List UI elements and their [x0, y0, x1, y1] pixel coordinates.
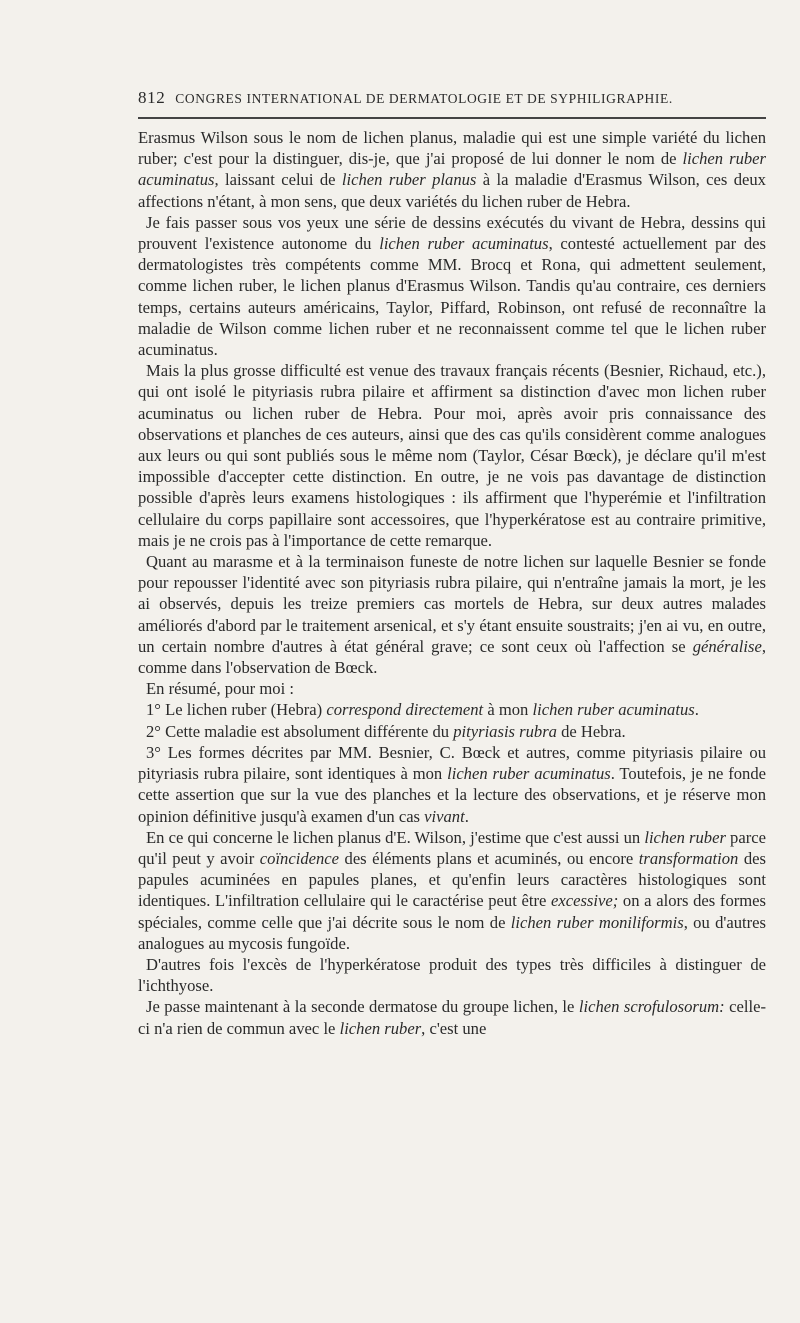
- italic-text: lichen ruber moniliformis: [510, 912, 684, 932]
- italic-text: lichen ruber acuminatus: [532, 700, 695, 720]
- running-title: CONGRES INTERNATIONAL DE DERMATOLOGIE ET DE SYPHILIGRAPHIE.: [175, 91, 673, 106]
- text-run: 3° Les formes décrites par MM. Besnier, C. Bœck et autres, comme pityriasis pilaire ou pityriasis rubra pilaire, sont identiques à mon: [138, 742, 766, 784]
- italic-text: vivant: [424, 806, 465, 826]
- body-text: [138, 127, 766, 1039]
- italic-text: lichen ruber: [644, 827, 726, 847]
- paragraph: [138, 827, 766, 954]
- paragraph: [138, 127, 766, 212]
- paragraph: [138, 742, 766, 827]
- paragraph: [138, 996, 766, 1038]
- italic-text: lichen ruber acuminatus: [379, 234, 549, 254]
- text-run: En ce qui concerne le lichen planus d'E. Wilson, j'estime que c'est aussi un: [146, 827, 645, 847]
- italic-text: lichen ruber acuminatus: [447, 764, 611, 784]
- text-run: des papules acuminées en papules planes, et qu'enfin leurs caractères histologiques sont identiques. L'infiltration cellulaire qui le caractérise peut être: [138, 848, 766, 911]
- paragraph: [138, 954, 766, 996]
- text-run: En résumé, pour moi :: [146, 679, 294, 699]
- text-run: .: [694, 700, 699, 720]
- text-run: celle-ci n'a rien de commun avec le: [138, 997, 766, 1038]
- text-run: , contesté actuellement par des dermatologistes très compétents comme MM. Brocq et Rona, qui admettent seulement, comme lichen ruber, le lichen planus d'Erasmus Wilson. Tandis qu'au contraire, ces derniers temps, certains auteurs américains, Taylor, Piffard, Robinson, ont refusé de reconnaître la maladie de Wilson comme lichen ruber et ne reconnaissent comme tel que le lichen ruber acuminatus.: [138, 234, 766, 360]
- text-run: Quant au marasme et à la terminaison funeste de notre lichen sur laquelle Besnier se fonde pour repousser l'identité avec son pityriasis rubra pilaire, qui n'entraîne jamais la mort, je les ai observés, depuis les treize premiers cas mortels de Hebra, sur deux autres malades améliorés d'abord par le traitement arsenical, et s'y étant ensuite soustraits; j'en ai vu, en outre, un certain nombre d'autres à état général grave; ce sont ceux où l'affection se: [138, 552, 766, 656]
- header-rule: [138, 117, 766, 119]
- text-run: Erasmus Wilson sous le nom de lichen planus, maladie qui est une simple variété du lichen ruber; c'est pour la distinguer, dis-je, que j'ai proposé de lui donner le nom de: [138, 128, 766, 169]
- text-run: , comme dans l'observation de Bœck.: [138, 636, 766, 678]
- paragraph: [138, 212, 766, 360]
- italic-text: excessive;: [551, 891, 619, 911]
- text-run: on a alors des formes spéciales, comme celle que j'ai décrite sous le nom de: [138, 891, 766, 932]
- paragraph: [138, 551, 766, 678]
- text-run: Je fais passer sous vos yeux une série de dessins exécutés du vivant de Hebra, dessins qui prouvent l'existence autonome du: [138, 212, 766, 254]
- running-header: [138, 88, 766, 108]
- text-run: de Hebra.: [556, 721, 626, 741]
- text-run: D'autres fois l'excès de l'hyperkératose produit des types très difficiles à distinguer de l'ichthyose.: [138, 954, 766, 996]
- page-number: 812: [138, 88, 166, 107]
- italic-text: lichen ruber planus: [341, 170, 477, 190]
- text-run: des éléments plans et acuminés, ou encore: [339, 848, 639, 868]
- italic-text: pityriasis rubra: [453, 721, 557, 741]
- paragraph: [138, 699, 766, 720]
- italic-text: correspond directement: [326, 700, 484, 720]
- text-run: à la maladie d'Erasmus Wilson, ces deux affections n'étant, à mon sens, que deux variétés du lichen ruber de Hebra.: [138, 170, 766, 211]
- italic-text: généralise: [692, 636, 762, 656]
- text-run: Mais la plus grosse difficulté est venue des travaux français récents (Besnier, Richaud, etc.), qui ont isolé le pityriasis rubra pilaire et affirment sa distinction d'avec mon lichen ruber acuminatus ou lichen ruber de Hebra. Pour moi, après avoir pris connaissance des observations et planches de ces auteurs, ainsi que des cas qu'ils considèrent comme analogues aux leurs ou qui sont publiés sous le même nom (Taylor, César Bœck), je déclare qu'il m'est impossible d'accepter cette distinction. En outre, je ne vois pas davantage de distinction possible d'après leurs examens histologiques : ils affirment que l'hyperémie et l'infiltration cellulaire du corps papillaire sont accessoires, que l'hyperkératose est au contraire primitive, mais je ne crois pas à l'importance de cette remarque.: [138, 361, 766, 550]
- text-run: 1° Le lichen ruber (Hebra): [146, 700, 327, 720]
- italic-text: coïncidence: [259, 848, 340, 868]
- italic-text: transformation: [638, 848, 739, 868]
- text-run: .: [464, 806, 469, 826]
- paragraph: [138, 721, 766, 742]
- italic-text: lichen scrofulosorum:: [578, 997, 725, 1017]
- text-run: , ou d'autres analogues au mycosis fungoïde.: [138, 912, 766, 953]
- text-run: parce qu'il peut y avoir: [138, 827, 766, 868]
- text-run: . Toutefois, je ne fonde cette assertion que sur la vue des planches et la lecture des observations, et je réserve mon opinion définitive jusqu'à examen d'un cas: [138, 764, 766, 826]
- italic-text: lichen ruber: [339, 1018, 422, 1038]
- text-run: , c'est une: [421, 1018, 487, 1038]
- text-run: , laissant celui de: [214, 170, 342, 190]
- text-run: à mon: [483, 700, 533, 720]
- text-run: 2° Cette maladie est absolument différente du: [146, 721, 454, 741]
- text-run: Je passe maintenant à la seconde dermatose du groupe lichen, le: [146, 997, 579, 1017]
- paragraph: [138, 678, 766, 699]
- paragraph: [138, 360, 766, 551]
- italic-text: lichen ruber acuminatus: [138, 149, 766, 190]
